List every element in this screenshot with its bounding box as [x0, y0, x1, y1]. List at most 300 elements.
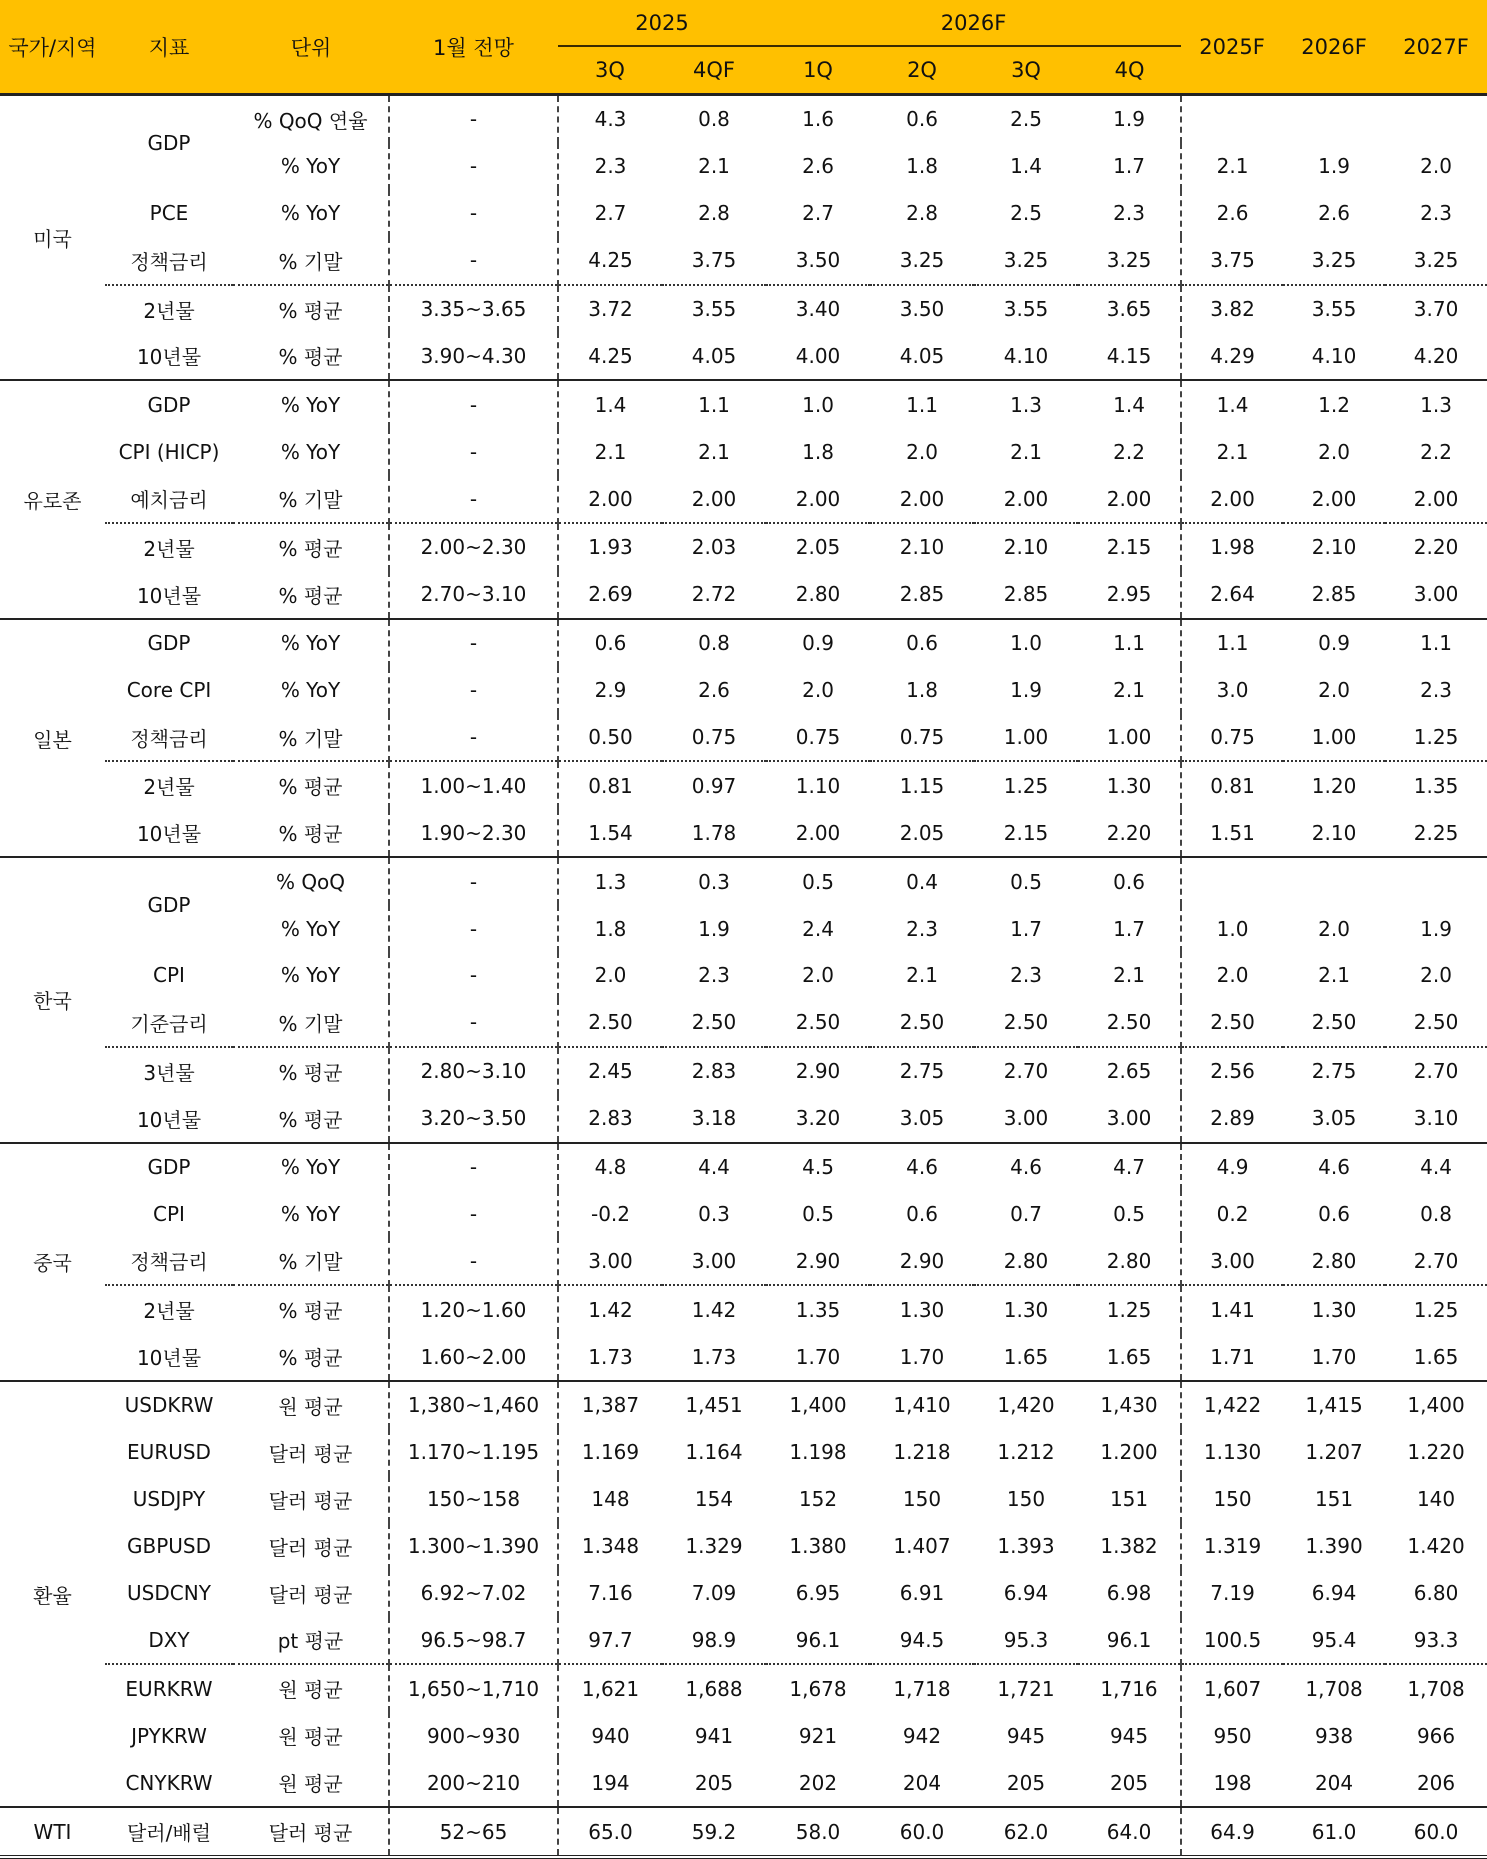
table-row — [0, 952, 1487, 999]
quarter-value: 1.25 — [1078, 1285, 1181, 1333]
quarter-value: 0.8 — [662, 619, 766, 667]
annual-value: 2.6 — [1181, 190, 1283, 237]
annual-value: 1.25 — [1413, 725, 1459, 750]
quarter-value: 1,716 — [1078, 1664, 1181, 1712]
jan-outlook-value: 2.80~3.10 — [389, 1047, 558, 1095]
quarter-value: 2.00 — [1003, 486, 1049, 511]
quarter-value: 1.00 — [1003, 725, 1049, 750]
annual-value: 204 — [1314, 1770, 1354, 1795]
unit-label: 원 평균 — [233, 1381, 389, 1429]
table-row — [0, 999, 1487, 1047]
quarter-value: 2.80 — [795, 582, 841, 607]
unit-label: % 평균 — [233, 761, 389, 809]
table-row — [0, 619, 1487, 667]
annual-value: 1.420 — [1407, 1534, 1465, 1559]
quarter-value: 940 — [558, 1712, 662, 1759]
jan-outlook-value: - — [389, 714, 558, 762]
quarter-value: 2.1 — [698, 154, 730, 179]
header-annual-2026f: 2026F — [1283, 0, 1385, 95]
quarter-value: 1.200 — [1100, 1440, 1158, 1465]
indicator-label: GDP — [105, 380, 233, 428]
jan-outlook-value: 52~65 — [389, 1807, 558, 1857]
annual-value: 966 — [1416, 1723, 1456, 1748]
quarter-value: 2.1 — [1113, 678, 1145, 703]
quarter-value: 0.6 — [1078, 857, 1181, 905]
quarter-value: 2.15 — [1078, 523, 1181, 571]
quarter-value: 2.50 — [1003, 1010, 1049, 1035]
quarter-value: 0.3 — [698, 1201, 730, 1226]
unit-label: % 기말 — [278, 1250, 343, 1275]
indicator-label: 2년물 — [105, 523, 233, 571]
quarter-value: 0.6 — [870, 619, 974, 667]
quarter-value: 4.10 — [1003, 343, 1049, 368]
quarter-value: 0.7 — [1010, 1201, 1042, 1226]
quarter-value: 1,420 — [974, 1381, 1078, 1429]
quarter-value: 3.72 — [558, 285, 662, 333]
header-year-2026f: 2026F — [766, 0, 1181, 46]
header-unit: 단위 — [233, 0, 389, 95]
quarter-value: 3.50 — [795, 248, 841, 273]
jan-outlook-value: - — [389, 999, 558, 1047]
header-year-2025: 2025 — [558, 0, 766, 46]
jan-outlook-value: - — [389, 190, 558, 237]
quarter-value: 2.9 — [558, 667, 662, 714]
annual-value: 950 — [1181, 1712, 1283, 1759]
quarter-value: 0.6 — [906, 1201, 938, 1226]
quarter-value: 2.0 — [802, 963, 834, 988]
table-row — [0, 1570, 1487, 1617]
quarter-value: 0.75 — [899, 725, 945, 750]
quarter-value: 1,410 — [870, 1381, 974, 1429]
indicator-label: 2년물 — [105, 285, 233, 333]
quarter-value: 921 — [798, 1723, 838, 1748]
annual-value: 0.9 — [1283, 619, 1385, 667]
quarter-value: 1.73 — [558, 1333, 662, 1381]
quarter-value: 2.0 — [906, 439, 938, 464]
quarter-value: 4.3 — [558, 95, 662, 143]
table-row — [0, 761, 1487, 809]
quarter-value: 945 — [1006, 1723, 1046, 1748]
annual-value: 2.2 — [1420, 439, 1452, 464]
quarter-value: 1,718 — [870, 1664, 974, 1712]
jan-outlook-value: 1,650~1,710 — [389, 1664, 558, 1712]
table-row — [0, 667, 1487, 714]
indicator-label: DXY — [148, 1627, 190, 1652]
quarter-value: 2.83 — [558, 1095, 662, 1143]
quarter-value: 1.7 — [1113, 916, 1145, 941]
annual-value: 2.0 — [1318, 678, 1350, 703]
indicator-label: 예치금리 — [130, 488, 208, 513]
indicator-label: 정책금리 — [130, 1250, 208, 1275]
annual-value — [1283, 857, 1385, 905]
annual-value: 3.00 — [1413, 582, 1459, 607]
quarter-value: 96.1 — [795, 1627, 841, 1652]
indicator-label: EURKRW — [105, 1664, 233, 1712]
quarter-value: 151 — [1109, 1487, 1149, 1512]
quarter-value: 1.3 — [974, 380, 1078, 428]
annual-value: 1.98 — [1181, 523, 1283, 571]
quarter-value: 2.00 — [795, 820, 841, 845]
quarter-value: 60.0 — [870, 1807, 974, 1857]
quarter-value: 194 — [558, 1759, 662, 1807]
quarter-value: 2.3 — [1010, 963, 1042, 988]
quarter-value: 2.70 — [974, 1047, 1078, 1095]
annual-value: 60.0 — [1385, 1807, 1487, 1857]
unit-label: % 기말 — [278, 1011, 343, 1036]
quarter-value: 3.00 — [691, 1248, 737, 1273]
quarter-value: 1.169 — [558, 1429, 662, 1476]
annual-value: 3.75 — [1181, 237, 1283, 285]
annual-value: 2.0 — [1318, 916, 1350, 941]
header-quarter: 4QF — [662, 46, 766, 95]
table-row — [0, 475, 1487, 523]
table-row — [0, 571, 1487, 619]
quarter-value: 1,678 — [766, 1664, 870, 1712]
quarter-value: 3.00 — [1003, 1106, 1049, 1131]
indicator-label: 10년물 — [136, 583, 202, 608]
region-label: 중국 — [0, 1143, 105, 1381]
quarter-value: 1.10 — [766, 761, 870, 809]
jan-outlook-value: 6.92~7.02 — [389, 1570, 558, 1617]
unit-label: % YoY — [233, 380, 389, 428]
quarter-value: 1.0 — [974, 619, 1078, 667]
quarter-value: 1.1 — [870, 380, 974, 428]
jan-outlook-value: 200~210 — [389, 1759, 558, 1807]
quarter-value: 1,451 — [662, 1381, 766, 1429]
unit-label: % YoY — [280, 916, 341, 941]
quarter-value: 1.78 — [691, 820, 737, 845]
quarter-value: 3.20 — [795, 1106, 841, 1131]
annual-value: 150 — [1181, 1476, 1283, 1523]
quarter-value: 1,430 — [1078, 1381, 1181, 1429]
unit-label: 달러 평균 — [268, 1535, 353, 1560]
annual-value: 2.10 — [1283, 523, 1385, 571]
table-row — [0, 380, 1487, 428]
indicator-label: JPYKRW — [131, 1723, 207, 1748]
jan-outlook-value: - — [389, 237, 558, 285]
annual-value: 2.0 — [1181, 952, 1283, 999]
annual-value: 1.65 — [1413, 1344, 1459, 1369]
jan-outlook-value: 3.20~3.50 — [389, 1095, 558, 1143]
annual-value: 1.207 — [1305, 1440, 1363, 1465]
annual-value: 2.1 — [1318, 963, 1350, 988]
annual-value: 2.75 — [1283, 1047, 1385, 1095]
quarter-value: 1.1 — [662, 380, 766, 428]
unit-label: % 평균 — [233, 523, 389, 571]
quarter-value: 4.4 — [662, 1143, 766, 1191]
header-annual-2027f: 2027F — [1385, 0, 1487, 95]
indicator-label: 10년물 — [136, 345, 202, 370]
annual-value: 1.390 — [1305, 1534, 1363, 1559]
quarter-value: 1,721 — [974, 1664, 1078, 1712]
jan-outlook-value: - — [389, 857, 558, 905]
quarter-value: 2.8 — [698, 201, 730, 226]
quarter-value: 96.1 — [1106, 1627, 1152, 1652]
annual-value: 6.94 — [1311, 1581, 1357, 1606]
annual-value: 3.70 — [1385, 285, 1487, 333]
annual-value: 2.50 — [1311, 1010, 1357, 1035]
quarter-value: 0.5 — [1113, 1201, 1145, 1226]
quarter-value: 4.15 — [1106, 343, 1152, 368]
quarter-value: 3.40 — [766, 285, 870, 333]
quarter-value: 2.75 — [870, 1047, 974, 1095]
indicator-label: GDP — [147, 130, 191, 155]
quarter-value: 2.6 — [698, 678, 730, 703]
table-row — [0, 285, 1487, 333]
quarter-value: 202 — [798, 1770, 838, 1795]
annual-value: 93.3 — [1413, 1627, 1459, 1652]
quarter-value: 3.05 — [899, 1106, 945, 1131]
quarter-value: 2.85 — [899, 582, 945, 607]
quarter-value: 1.7 — [1113, 154, 1145, 179]
quarter-value: 1,621 — [558, 1664, 662, 1712]
jan-outlook-value: 1.90~2.30 — [389, 809, 558, 857]
annual-value: 3.25 — [1311, 248, 1357, 273]
annual-value: 3.82 — [1181, 285, 1283, 333]
region-label: 유로존 — [0, 380, 105, 618]
annual-value: 206 — [1416, 1770, 1456, 1795]
quarter-value: 3.25 — [1106, 248, 1152, 273]
table-row — [0, 714, 1487, 762]
quarter-value: 1.73 — [691, 1344, 737, 1369]
annual-value: 1.00 — [1311, 725, 1357, 750]
quarter-value: 205 — [694, 1770, 734, 1795]
table-row — [0, 1664, 1487, 1712]
annual-value: 1.4 — [1181, 380, 1283, 428]
annual-value: 2.70 — [1413, 1248, 1459, 1273]
jan-outlook-value: - — [389, 1237, 558, 1285]
table-row — [0, 1237, 1487, 1285]
table-row — [0, 1807, 1487, 1857]
table-body — [0, 95, 1487, 1857]
quarter-value: 941 — [694, 1723, 734, 1748]
quarter-value: 148 — [558, 1476, 662, 1523]
annual-value: 1,708 — [1283, 1664, 1385, 1712]
annual-value: 2.10 — [1311, 820, 1357, 845]
quarter-value: 58.0 — [766, 1807, 870, 1857]
annual-value: 100.5 — [1181, 1617, 1283, 1665]
quarter-value: 2.00 — [899, 486, 945, 511]
quarter-value: 1.4 — [558, 380, 662, 428]
annual-value: 2.85 — [1311, 582, 1357, 607]
jan-outlook-value: 3.35~3.65 — [389, 285, 558, 333]
jan-outlook-value: - — [389, 380, 558, 428]
quarter-value: 2.95 — [1106, 582, 1152, 607]
annual-value: 0.75 — [1181, 714, 1283, 762]
indicator-label: CNYKRW — [125, 1770, 213, 1795]
annual-value: 1.2 — [1283, 380, 1385, 428]
quarter-value: 2.7 — [802, 201, 834, 226]
annual-value: 7.19 — [1181, 1570, 1283, 1617]
quarter-value: 4.5 — [766, 1143, 870, 1191]
quarter-value: 0.5 — [802, 1201, 834, 1226]
quarter-value: 2.03 — [662, 523, 766, 571]
annual-value — [1181, 857, 1283, 905]
quarter-value: 0.9 — [766, 619, 870, 667]
quarter-value: 2.90 — [766, 1047, 870, 1095]
unit-label: % 평균 — [233, 1285, 389, 1333]
quarter-value: 1.70 — [795, 1344, 841, 1369]
unit-label: % 평균 — [233, 285, 389, 333]
quarter-value: 2.50 — [558, 999, 662, 1047]
annual-value: 0.6 — [1318, 1201, 1350, 1226]
quarter-value: 7.16 — [558, 1570, 662, 1617]
quarter-value: 2.5 — [1010, 107, 1042, 132]
indicator-label: Core CPI — [126, 678, 212, 703]
quarter-value: 7.09 — [691, 1581, 737, 1606]
annual-value: 1.220 — [1407, 1440, 1465, 1465]
annual-value: 198 — [1181, 1759, 1283, 1807]
unit-label: 원 평균 — [278, 1725, 343, 1750]
indicator-label: 달러/배럴 — [105, 1807, 233, 1857]
annual-value: 3.55 — [1283, 285, 1385, 333]
quarter-value: 2.1 — [1113, 963, 1145, 988]
indicator-label: 2년물 — [105, 761, 233, 809]
unit-label: % QoQ — [233, 857, 389, 905]
table-row — [0, 857, 1487, 905]
annual-value — [1385, 95, 1487, 143]
quarter-value: 2.00 — [1106, 486, 1152, 511]
quarter-value: 64.0 — [1078, 1807, 1181, 1857]
annual-value: 2.0 — [1420, 963, 1452, 988]
table-row — [0, 190, 1487, 237]
annual-value: 151 — [1314, 1487, 1354, 1512]
header-quarter: 4Q — [1078, 46, 1181, 95]
quarter-value: 1.0 — [766, 380, 870, 428]
quarter-value: 154 — [694, 1487, 734, 1512]
jan-outlook-value: - — [389, 905, 558, 952]
annual-value: 1,422 — [1181, 1381, 1283, 1429]
quarter-value: 3.65 — [1078, 285, 1181, 333]
quarter-value: 1.1 — [1078, 619, 1181, 667]
annual-value: 1.0 — [1181, 905, 1283, 952]
annual-value: 1,400 — [1385, 1381, 1487, 1429]
annual-value: 1.71 — [1181, 1333, 1283, 1381]
header-quarter: 1Q — [766, 46, 870, 95]
unit-label: % YoY — [280, 678, 341, 703]
quarter-value: 2.4 — [802, 916, 834, 941]
quarter-value: 2.20 — [1106, 820, 1152, 845]
annual-value: 1.130 — [1181, 1429, 1283, 1476]
jan-outlook-value: 96.5~98.7 — [389, 1617, 558, 1665]
jan-outlook-value: - — [389, 95, 558, 143]
jan-outlook-value: - — [389, 475, 558, 523]
quarter-value: 2.1 — [906, 963, 938, 988]
annual-value: 4.6 — [1283, 1143, 1385, 1191]
quarter-value: 4.05 — [899, 343, 945, 368]
indicator-label: EURUSD — [127, 1440, 211, 1465]
quarter-value: 1.9 — [698, 916, 730, 941]
annual-value: 2.70 — [1385, 1047, 1487, 1095]
annual-value: 1.1 — [1181, 619, 1283, 667]
quarter-value: 204 — [902, 1770, 942, 1795]
annual-value: 1.35 — [1385, 761, 1487, 809]
annual-value: 0.8 — [1420, 1201, 1452, 1226]
header-quarter: 3Q — [974, 46, 1078, 95]
quarter-value: 3.50 — [870, 285, 974, 333]
quarter-value: 4.25 — [558, 332, 662, 380]
jan-outlook-value: - — [389, 143, 558, 190]
table-row — [0, 1381, 1487, 1429]
quarter-value: 0.6 — [558, 619, 662, 667]
table-row — [0, 1190, 1487, 1237]
quarter-value: 150 — [1006, 1487, 1046, 1512]
quarter-value: 0.6 — [906, 107, 938, 132]
quarter-value: 1.8 — [906, 154, 938, 179]
unit-label: 달러 평균 — [268, 1488, 353, 1513]
jan-outlook-value: 1.00~1.40 — [389, 761, 558, 809]
indicator-label: CPI (HICP) — [118, 439, 220, 464]
annual-value: 2.64 — [1181, 571, 1283, 619]
quarter-value: 1.65 — [1106, 1344, 1152, 1369]
annual-value: 1.51 — [1181, 809, 1283, 857]
quarter-value: 4.25 — [558, 237, 662, 285]
annual-value: 0.2 — [1181, 1190, 1283, 1237]
annual-value: 1.30 — [1283, 1285, 1385, 1333]
quarter-value: 1.8 — [802, 439, 834, 464]
quarter-value: 2.90 — [899, 1248, 945, 1273]
header-quarter: 3Q — [558, 46, 662, 95]
region-label: 일본 — [0, 619, 105, 857]
quarter-value: 0.5 — [766, 857, 870, 905]
annual-value: 4.9 — [1181, 1143, 1283, 1191]
annual-value: 2.80 — [1311, 1248, 1357, 1273]
indicator-label: CPI — [153, 963, 185, 988]
quarter-value: 2.15 — [1003, 820, 1049, 845]
quarter-value: 1.407 — [893, 1534, 951, 1559]
unit-label: % 기말 — [278, 249, 343, 274]
unit-label: pt 평균 — [277, 1629, 344, 1654]
header-quarter: 2Q — [870, 46, 974, 95]
unit-label: 원 평균 — [278, 1772, 343, 1797]
quarter-value: 2.3 — [558, 143, 662, 190]
table-row — [0, 1285, 1487, 1333]
annual-value: 1.9 — [1318, 154, 1350, 179]
jan-outlook-value: - — [389, 952, 558, 999]
unit-label: % 평균 — [233, 1047, 389, 1095]
indicator-label: 10년물 — [136, 822, 202, 847]
indicator-label: PCE — [149, 201, 189, 226]
indicator-label: GDP — [105, 619, 233, 667]
annual-value: 2.50 — [1181, 999, 1283, 1047]
quarter-value: 2.10 — [974, 523, 1078, 571]
quarter-value: 2.3 — [906, 916, 938, 941]
quarter-value: 1.382 — [1100, 1534, 1158, 1559]
quarter-value: 2.8 — [906, 201, 938, 226]
quarter-value: 2.72 — [691, 582, 737, 607]
quarter-value: 2.65 — [1078, 1047, 1181, 1095]
quarter-value: 4.6 — [870, 1143, 974, 1191]
indicator-label: USDCNY — [127, 1581, 211, 1606]
quarter-value: 1.30 — [974, 1285, 1078, 1333]
quarter-value: 3.55 — [974, 285, 1078, 333]
jan-outlook-value: - — [389, 667, 558, 714]
unit-label: % YoY — [233, 619, 389, 667]
quarter-value: 4.8 — [558, 1143, 662, 1191]
quarter-value: 1.65 — [1003, 1344, 1049, 1369]
quarter-value: 3.00 — [558, 1237, 662, 1285]
header-annual-2025f: 2025F — [1181, 0, 1283, 95]
table-row — [0, 1617, 1487, 1665]
quarter-value: 2.1 — [558, 428, 662, 475]
quarter-value: 3.25 — [1003, 248, 1049, 273]
quarter-value: 1.164 — [685, 1440, 743, 1465]
quarter-value: 2.3 — [698, 963, 730, 988]
table-row — [0, 1712, 1487, 1759]
quarter-value: 94.5 — [899, 1627, 945, 1652]
table-row — [0, 1429, 1487, 1476]
quarter-value: 1.212 — [997, 1440, 1055, 1465]
